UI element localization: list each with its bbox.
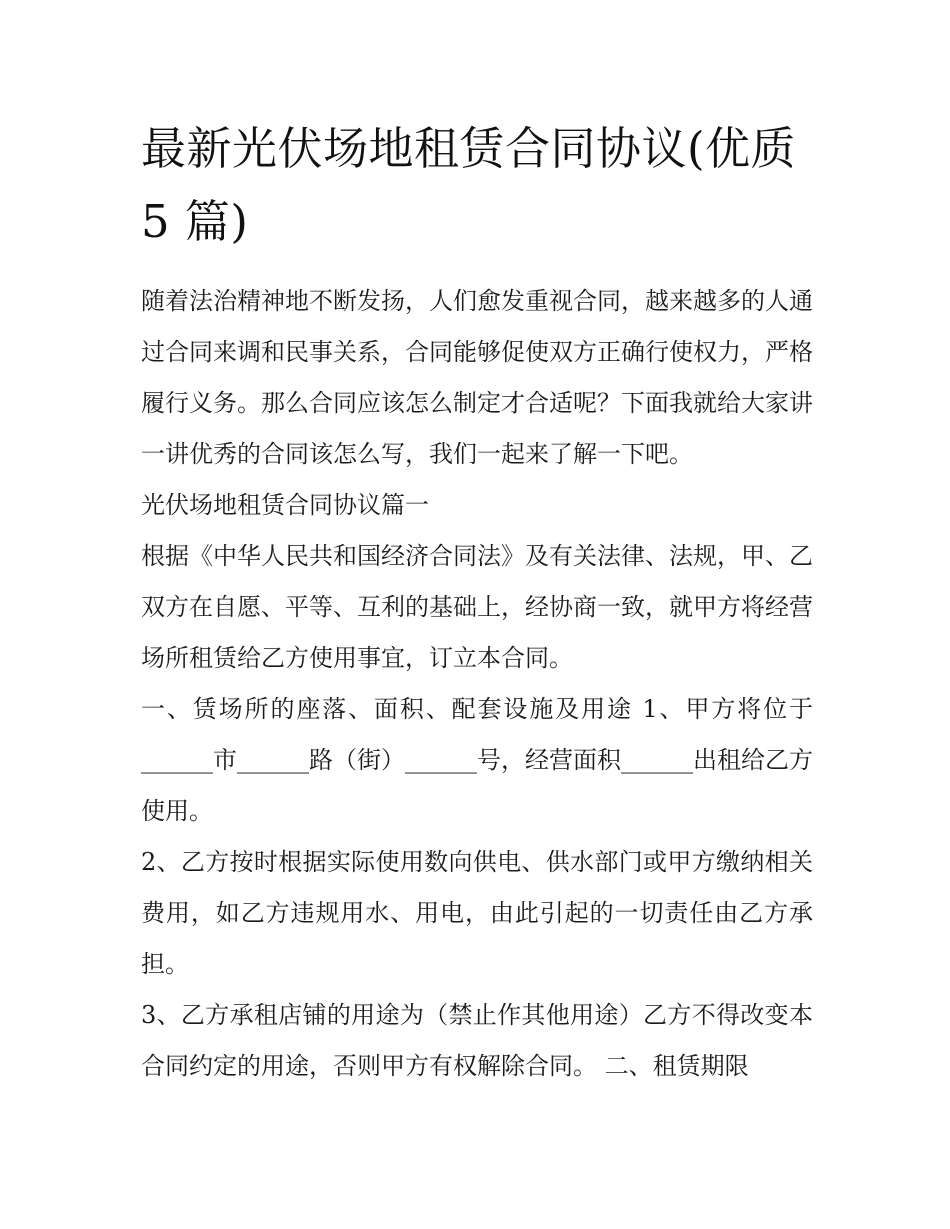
body-paragraph: 根据《中华人民共和国经济合同法》及有关法律、法规，甲、乙双方在自愿、平等、互利的基础上，经协商一致，就甲方将经营场所租赁给乙方使用事宜，订立本合同。 [141,542,813,672]
body-paragraph: 3、乙方承租店铺的用途为（禁止作其他用途）乙方不得改变本合同约定的用途，否则甲方有权解除合同。 二、租赁期限 [141,1001,813,1080]
section-heading: 光伏场地租赁合同协议篇一 [141,491,429,519]
body-paragraph: 2、乙方按时根据实际使用数向供电、供水部门或甲方缴纳相关费用，如乙方违规用水、用电，由此引起的一切责任由乙方承担。 [141,848,813,978]
document-body [141,276,813,1092]
body-paragraph: 一、赁场所的座落、面积、配套设施及用途 1、甲方将位于______市______路（街）______号，经营面积______出租给乙方使用。 [141,695,813,825]
document-title: 最新光伏场地租赁合同协议(优质 5 篇) [141,122,797,248]
document-content [141,112,813,1092]
intro-paragraph: 随着法治精神地不断发扬，人们愈发重视合同，越来越多的人通过合同来调和民事关系，合同能够促使双方正确行使权力，严格履行义务。那么合同应该怎么制定才合适呢？下面我就给大家讲一讲优秀的合同该怎么写，我们一起来了解一下吧。 [141,287,813,468]
